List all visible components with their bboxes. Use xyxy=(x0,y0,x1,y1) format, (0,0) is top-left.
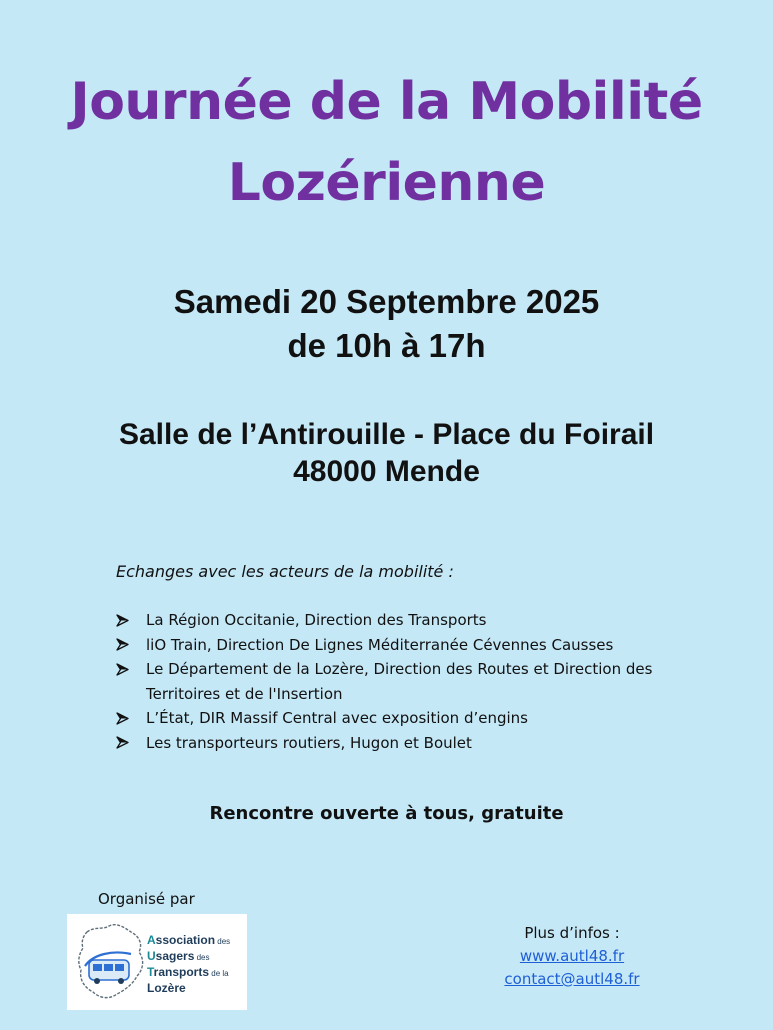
list-item-text: L’État, DIR Massif Central avec exposition d’engins xyxy=(146,709,528,727)
list-item-text: La Région Occitanie, Direction des Transports xyxy=(146,611,487,629)
arrowhead-bullet-icon xyxy=(116,633,130,657)
arrowhead-bullet-icon xyxy=(116,608,130,632)
event-day: Samedi 20 Septembre 2025 xyxy=(173,283,600,320)
list-item xyxy=(116,608,716,633)
arrowhead-bullet-icon xyxy=(116,731,130,755)
list-item xyxy=(116,706,716,731)
organizer-logo xyxy=(67,914,247,1010)
contact-info xyxy=(482,922,662,991)
page-title xyxy=(0,62,773,224)
list-item-text: Le Département de la Lozère, Direction des Routes et Direction des Territoires et de l'Insertion xyxy=(146,660,653,703)
venue-place: Salle de l’Antirouille - Place du Foirail xyxy=(118,418,655,451)
event-date xyxy=(0,280,773,368)
list-item xyxy=(116,633,716,658)
contact-label: Plus d’infos : xyxy=(524,924,620,942)
venue-city: 48000 Mende xyxy=(293,455,480,488)
list-item-text: liO Train, Direction De Lignes Méditerranée Cévennes Causses xyxy=(146,635,614,654)
website-link[interactable]: www.autl48.fr xyxy=(519,947,625,965)
exchanges-intro: Echanges avec les acteurs de la mobilité : xyxy=(116,562,454,581)
participants-list xyxy=(116,608,716,755)
organizer-label: Organisé par xyxy=(98,890,195,908)
arrowhead-bullet-icon xyxy=(116,706,130,730)
title-line-1: Journée de la Mobilité xyxy=(70,72,703,132)
free-entry-note: Rencontre ouverte à tous, gratuite xyxy=(209,803,564,824)
email-link[interactable]: contact@autl48.fr xyxy=(504,970,640,988)
lozere-map-bus-icon xyxy=(73,920,147,1004)
organizer-logo-text: Association des Usagers des Transports de la Lozère xyxy=(147,933,231,995)
list-item xyxy=(116,657,716,706)
title-line-2: Lozérienne xyxy=(227,153,546,213)
event-hours: de 10h à 17h xyxy=(287,327,486,364)
arrowhead-bullet-icon xyxy=(116,657,130,681)
list-item-text: Les transporteurs routiers, Hugon et Boulet xyxy=(146,733,472,752)
list-item xyxy=(116,731,716,756)
event-venue xyxy=(0,416,773,490)
